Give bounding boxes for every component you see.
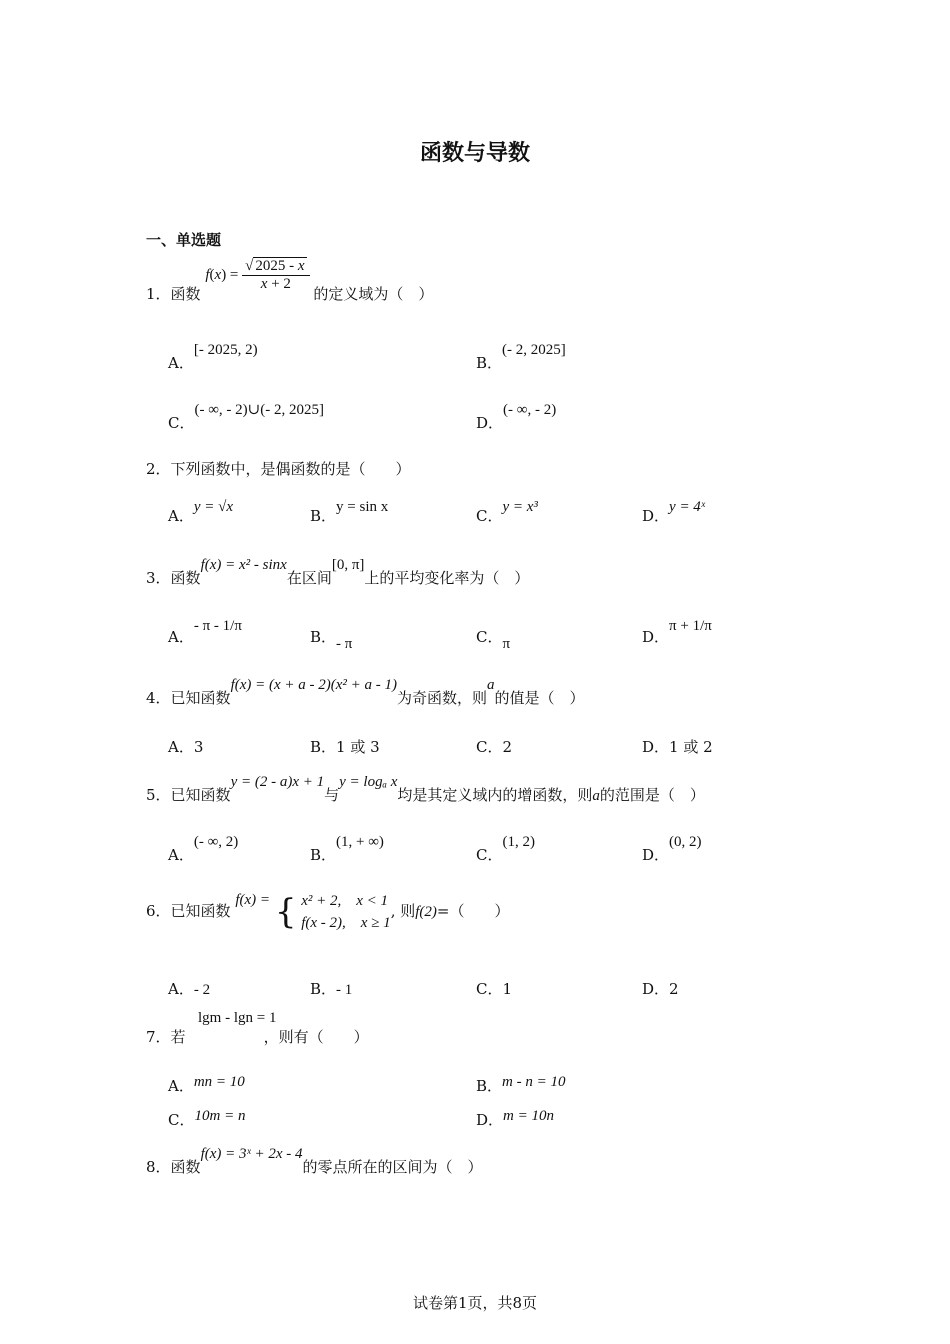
q3-option-c: C．π — [476, 628, 511, 652]
q5-formula-2: y = logₐ x — [339, 774, 398, 790]
q7-option-a: A．mn = 10 — [168, 1074, 245, 1095]
q3-formula: f(x) = x² - sinx — [200, 557, 287, 573]
q1-option-a: A．[- 2025, 2) — [168, 342, 258, 372]
question-1: 1．函数 f(x) = $\frac{√ 2025 - x}{x + 2}$ 的定义域为（ ） — [146, 258, 434, 303]
q6-option-a: A．- 2 — [168, 980, 211, 998]
q3-option-a: A．- π - 1/π — [168, 618, 242, 646]
q5-option-a: A．(- ∞, 2) — [168, 834, 239, 864]
question-6: 6．已知函数 f(x) = { x² + 2, x < 1 f(x - 2), x ≥ 1 , 则f(2)=（ ） — [146, 892, 510, 932]
q4-option-d: D．1 或 2 — [642, 738, 713, 756]
q1-formula: f(x) = $\frac{√ 2025 - x}{x + 2}$ — [205, 267, 313, 283]
question-5: 5．已知函数y = (2 - a)x + 1与y = logₐ x均是其定义域内的增函数，则a的范围是（ ） — [146, 774, 705, 804]
q4-option-c: C．2 — [476, 738, 513, 756]
q4-formula: f(x) = (x + a - 2)(x² + a - 1) — [230, 677, 398, 693]
q1-option-b: B．(- 2, 2025] — [476, 342, 566, 372]
q6-brace: { — [274, 892, 297, 932]
q1-option-d: D．(- ∞, - 2) — [476, 402, 557, 432]
q2-option-d: D．y = 4ˣ — [642, 499, 706, 525]
q6-option-d: D．2 — [642, 980, 679, 998]
q7-option-b: B．m - n = 10 — [476, 1074, 566, 1095]
q8-formula: f(x) = 3ˣ + 2x - 4 — [200, 1146, 303, 1162]
q2-option-b: B．y = sin x — [310, 499, 389, 525]
q7-formula: lgm - lgn = 1 — [198, 1010, 277, 1026]
q7-option-d: D．m = 10n — [476, 1108, 554, 1129]
q2-option-c: C．y = x³ — [476, 499, 538, 525]
q5-option-c: C．(1, 2) — [476, 834, 535, 864]
q6-lhs: f(x) = — [235, 892, 271, 908]
q5-option-b: B．(1, + ∞) — [310, 834, 384, 864]
question-2: 2．下列函数中，是偶函数的是（ ） — [146, 460, 411, 478]
q5-formula-1: y = (2 - a)x + 1 — [230, 774, 325, 790]
question-3: 3．函数f(x) = x² - sinx在区间[0, π]上的平均变化率为（ ） — [146, 557, 530, 587]
q3-option-b: B．- π — [310, 628, 353, 652]
q5-option-d: D．(0, 2) — [642, 834, 702, 864]
question-7: 7．若 ，则有（ ） — [146, 1028, 369, 1046]
q3-interval: [0, π] — [331, 557, 365, 573]
q6-cases: x² + 2, x < 1 f(x - 2), x ≥ 1 — [301, 893, 391, 931]
q6-option-c: C．1 — [476, 980, 513, 998]
section-heading: 一、单选题 — [146, 231, 222, 249]
question-4: 4．已知函数f(x) = (x + a - 2)(x² + a - 1)为奇函数，则a的值是（ ） — [146, 677, 585, 707]
q2-option-a: A．y = √x — [168, 499, 234, 525]
question-8: 8．函数f(x) = 3ˣ + 2x - 4的零点所在的区间为（ ） — [146, 1146, 483, 1176]
q6-option-b: B．- 1 — [310, 980, 353, 998]
q7-option-c: C．10m = n — [168, 1108, 246, 1129]
page-title: 函数与导数 — [419, 140, 530, 166]
q1-option-c: C．(- ∞, - 2)∪(- 2, 2025] — [168, 402, 324, 432]
page-footer: 试卷第1页，共8页 — [412, 1294, 538, 1312]
q4-option-b: B．1 或 3 — [310, 738, 380, 756]
q4-option-a: A．3 — [168, 738, 204, 756]
q6-formula: f(2) — [415, 904, 437, 920]
q3-option-d: D．π + 1/π — [642, 618, 712, 646]
